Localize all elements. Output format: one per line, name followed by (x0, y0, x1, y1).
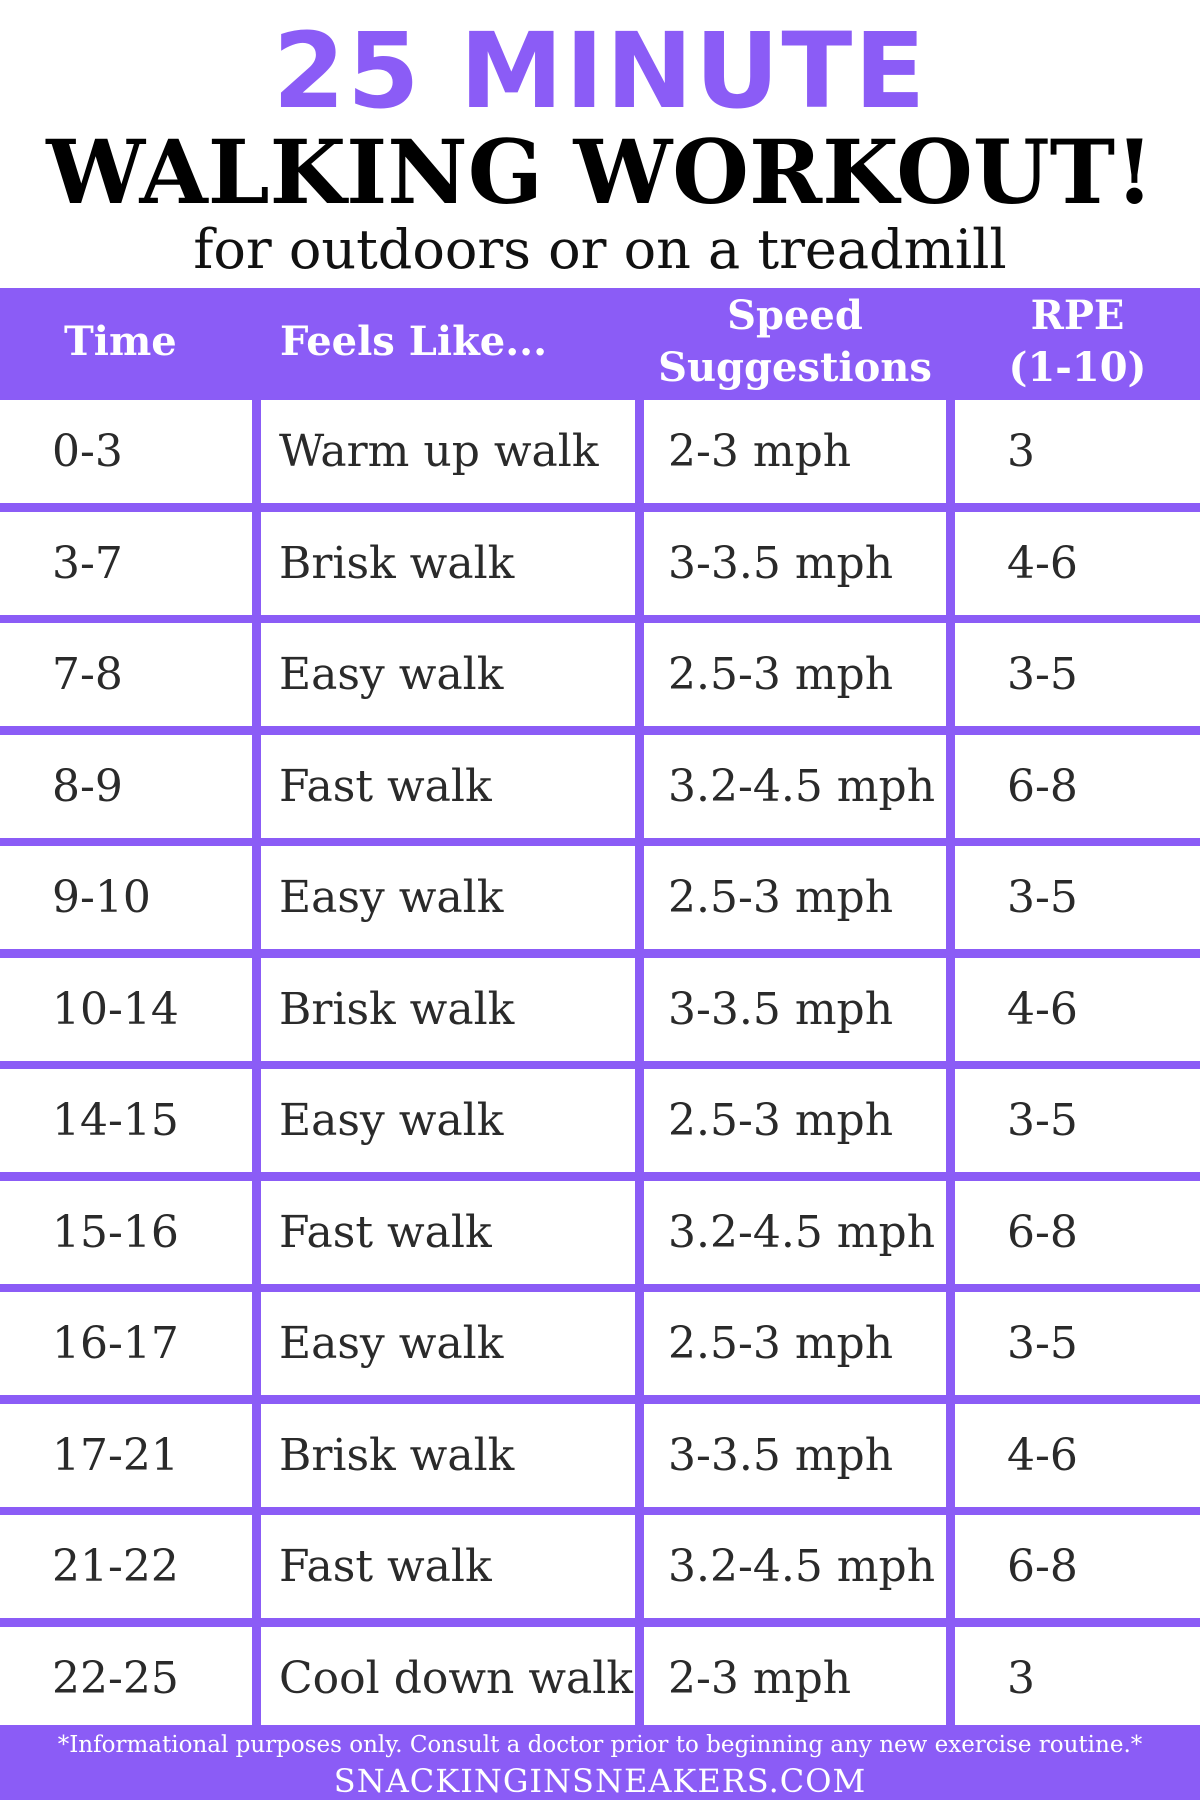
cell-speed: 3-3.5 mph (644, 958, 946, 1061)
cell-rpe: 4-6 (955, 958, 1200, 1061)
cell-time: 8-9 (0, 735, 252, 838)
header-speed (644, 288, 946, 396)
website-link[interactable]: SNACKINGINSNEAKERS.COM (333, 1762, 867, 1800)
cell-time: 9-10 (0, 846, 252, 949)
cell-time: 22-25 (0, 1627, 252, 1730)
footer (0, 1725, 1200, 1800)
cell-rpe: 3-5 (955, 623, 1200, 726)
cell-feels-like: Fast walk (261, 1181, 635, 1284)
cell-speed: 2-3 mph (644, 1627, 946, 1730)
header-speed-line1: Speed (727, 292, 863, 339)
table-row (0, 1069, 1200, 1172)
cell-feels-like: Easy walk (261, 1069, 635, 1172)
cell-speed: 2.5-3 mph (644, 1292, 946, 1395)
table-row (0, 623, 1200, 726)
subtitle: for outdoors or on a treadmill (193, 218, 1007, 281)
table-row (0, 1515, 1200, 1618)
cell-feels-like: Cool down walk (261, 1627, 635, 1730)
table-row (0, 1292, 1200, 1395)
cell-rpe: 3 (955, 1627, 1200, 1730)
cell-feels-like: Easy walk (261, 846, 635, 949)
cell-rpe: 6-8 (955, 1515, 1200, 1618)
cell-rpe: 4-6 (955, 512, 1200, 615)
cell-rpe: 6-8 (955, 735, 1200, 838)
table-row (0, 1181, 1200, 1284)
disclaimer: *Informational purposes only. Consult a doctor prior to beginning any new exercise routine.* (57, 1732, 1143, 1758)
table-row (0, 735, 1200, 838)
header-speed-line2: Suggestions (658, 344, 932, 391)
cell-time: 10-14 (0, 958, 252, 1061)
cell-time: 7-8 (0, 623, 252, 726)
cell-rpe: 3 (955, 400, 1200, 503)
table-row (0, 846, 1200, 949)
cell-rpe: 3-5 (955, 1292, 1200, 1395)
cell-speed: 2.5-3 mph (644, 623, 946, 726)
cell-feels-like: Brisk walk (261, 958, 635, 1061)
cell-feels-like: Easy walk (261, 1292, 635, 1395)
cell-time: 14-15 (0, 1069, 252, 1172)
table-row (0, 1627, 1200, 1730)
title-duration: 25 MINUTE (272, 10, 928, 132)
cell-time: 3-7 (0, 512, 252, 615)
cell-speed: 2-3 mph (644, 400, 946, 503)
header-rpe-line2: (1-10) (1008, 344, 1147, 391)
cell-speed: 2.5-3 mph (644, 1069, 946, 1172)
cell-rpe: 6-8 (955, 1181, 1200, 1284)
cell-speed: 3.2-4.5 mph (644, 1515, 946, 1618)
cell-time: 16-17 (0, 1292, 252, 1395)
cell-speed: 3-3.5 mph (644, 1404, 946, 1507)
cell-speed: 3.2-4.5 mph (644, 1181, 946, 1284)
cell-feels-like: Brisk walk (261, 512, 635, 615)
cell-feels-like: Fast walk (261, 735, 635, 838)
cell-time: 15-16 (0, 1181, 252, 1284)
table-row (0, 1404, 1200, 1507)
cell-speed: 2.5-3 mph (644, 846, 946, 949)
title-main: WALKING WORKOUT! (46, 120, 1154, 224)
cell-feels-like: Brisk walk (261, 1404, 635, 1507)
table-row (0, 512, 1200, 615)
cell-speed: 3-3.5 mph (644, 512, 946, 615)
cell-time: 17-21 (0, 1404, 252, 1507)
table-row (0, 958, 1200, 1061)
header-time: Time (64, 318, 177, 365)
cell-feels-like: Fast walk (261, 1515, 635, 1618)
cell-feels-like: Warm up walk (261, 400, 635, 503)
cell-rpe: 3-5 (955, 846, 1200, 949)
header-rpe-line1: RPE (1030, 292, 1125, 339)
table-row (0, 400, 1200, 503)
header-feels-like: Feels Like... (280, 318, 548, 365)
cell-speed: 3.2-4.5 mph (644, 735, 946, 838)
cell-time: 0-3 (0, 400, 252, 503)
table-header (0, 288, 1200, 396)
cell-time: 21-22 (0, 1515, 252, 1618)
workout-table (0, 288, 1200, 1725)
header-rpe (955, 288, 1200, 396)
cell-rpe: 3-5 (955, 1069, 1200, 1172)
cell-rpe: 4-6 (955, 1404, 1200, 1507)
cell-feels-like: Easy walk (261, 623, 635, 726)
